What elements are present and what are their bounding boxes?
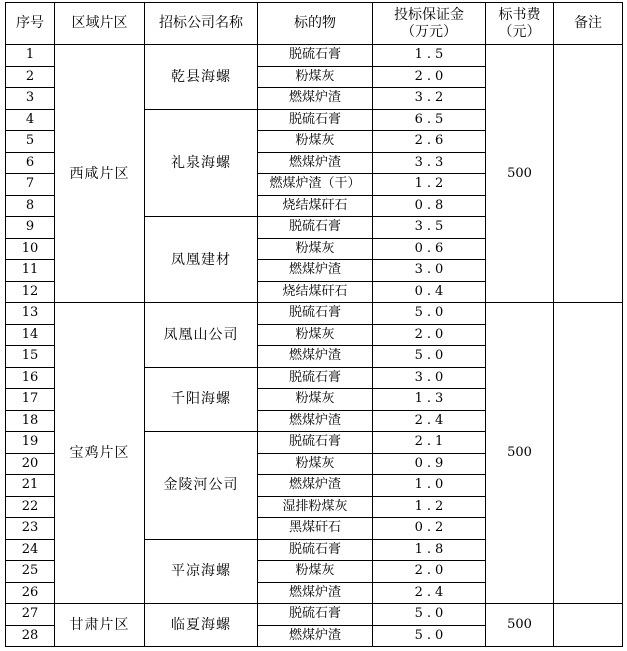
fee-cell: 500: [486, 604, 554, 647]
seq-cell: 18: [6, 410, 55, 432]
header-deposit-line2: （万元）: [401, 23, 457, 40]
seq-cell: 12: [6, 281, 55, 303]
header-area: 区域片区: [55, 3, 145, 45]
deposit-cell: 3.0: [373, 367, 486, 389]
company-cell: 凤凰山公司: [145, 303, 258, 368]
item-cell: 脱硫石膏: [258, 604, 373, 626]
company-cell: 平凉海螺: [145, 539, 258, 604]
deposit-cell: 2.6: [373, 131, 486, 153]
item-cell: 脱硫石膏: [258, 539, 373, 561]
deposit-cell: 6.5: [373, 109, 486, 131]
item-cell: 燃煤炉渣: [258, 475, 373, 497]
item-cell: 燃煤炉渣: [258, 346, 373, 368]
header-deposit-line1: 投标保证金: [394, 6, 464, 23]
seq-cell: 8: [6, 195, 55, 217]
deposit-cell: 0.2: [373, 518, 486, 540]
seq-cell: 3: [6, 88, 55, 110]
seq-cell: 9: [6, 217, 55, 239]
company-cell: 千阳海螺: [145, 367, 258, 432]
seq-cell: 4: [6, 109, 55, 131]
item-cell: 燃煤炉渣: [258, 152, 373, 174]
item-cell: 脱硫石膏: [258, 217, 373, 239]
company-cell: 临夏海螺: [145, 604, 258, 647]
seq-cell: 24: [6, 539, 55, 561]
seq-cell: 7: [6, 174, 55, 196]
table-row: [6, 45, 623, 67]
seq-cell: 26: [6, 582, 55, 604]
item-cell: 粉煤灰: [258, 453, 373, 475]
area-cell: 宝鸡片区: [55, 303, 145, 604]
seq-cell: 16: [6, 367, 55, 389]
deposit-cell: 1.2: [373, 174, 486, 196]
header-fee-line2: （元）: [498, 23, 541, 40]
area-cell: 甘肃片区: [55, 604, 145, 647]
remark-cell: [554, 303, 623, 604]
seq-cell: 22: [6, 496, 55, 518]
seq-cell: 28: [6, 625, 55, 647]
deposit-cell: 5.0: [373, 604, 486, 626]
item-cell: 烧结煤矸石: [258, 281, 373, 303]
header-seq: 序号: [6, 3, 55, 45]
deposit-cell: 5.0: [373, 346, 486, 368]
deposit-cell: 0.8: [373, 195, 486, 217]
item-cell: 烧结煤矸石: [258, 195, 373, 217]
seq-cell: 21: [6, 475, 55, 497]
deposit-cell: 2.1: [373, 432, 486, 454]
seq-cell: 5: [6, 131, 55, 153]
deposit-cell: 1.3: [373, 389, 486, 411]
item-cell: 脱硫石膏: [258, 109, 373, 131]
seq-cell: 1: [6, 45, 55, 67]
remark-cell: [554, 45, 623, 303]
company-cell: 礼泉海螺: [145, 109, 258, 217]
header-row: [6, 3, 623, 45]
deposit-cell: 0.4: [373, 281, 486, 303]
seq-cell: 19: [6, 432, 55, 454]
item-cell: 粉煤灰: [258, 66, 373, 88]
company-cell: 乾县海螺: [145, 45, 258, 110]
item-cell: 脱硫石膏: [258, 303, 373, 325]
deposit-cell: 1.8: [373, 539, 486, 561]
item-cell: 脱硫石膏: [258, 45, 373, 67]
deposit-cell: 5.0: [373, 625, 486, 647]
header-remark: 备注: [554, 3, 623, 45]
deposit-cell: 0.6: [373, 238, 486, 260]
deposit-cell: 2.4: [373, 410, 486, 432]
deposit-cell: 0.9: [373, 453, 486, 475]
table-row: [6, 303, 623, 325]
seq-cell: 20: [6, 453, 55, 475]
seq-cell: 15: [6, 346, 55, 368]
seq-cell: 6: [6, 152, 55, 174]
deposit-cell: 3.3: [373, 152, 486, 174]
fee-cell: 500: [486, 45, 554, 303]
seq-cell: 2: [6, 66, 55, 88]
item-cell: 燃煤炉渣: [258, 625, 373, 647]
item-cell: 粉煤灰: [258, 561, 373, 583]
header-item: 标的物: [258, 3, 373, 45]
item-cell: 燃煤炉渣: [258, 88, 373, 110]
item-cell: 燃煤炉渣: [258, 260, 373, 282]
table-row: [6, 604, 623, 626]
item-cell: 燃煤炉渣: [258, 582, 373, 604]
fee-cell: 500: [486, 303, 554, 604]
area-cell: 西咸片区: [55, 45, 145, 303]
seq-cell: 14: [6, 324, 55, 346]
item-cell: 粉煤灰: [258, 238, 373, 260]
seq-cell: 17: [6, 389, 55, 411]
item-cell: 燃煤炉渣: [258, 410, 373, 432]
seq-cell: 13: [6, 303, 55, 325]
deposit-cell: 3.2: [373, 88, 486, 110]
header-deposit: [373, 3, 486, 45]
item-cell: 脱硫石膏: [258, 367, 373, 389]
deposit-cell: 3.5: [373, 217, 486, 239]
company-cell: 凤凰建材: [145, 217, 258, 303]
seq-cell: 27: [6, 604, 55, 626]
deposit-cell: 1.0: [373, 475, 486, 497]
deposit-cell: 2.0: [373, 66, 486, 88]
company-cell: 金陵河公司: [145, 432, 258, 540]
seq-cell: 25: [6, 561, 55, 583]
seq-cell: 23: [6, 518, 55, 540]
item-cell: 燃煤炉渣（干）: [258, 174, 373, 196]
deposit-cell: 1.2: [373, 496, 486, 518]
deposit-cell: 2.0: [373, 324, 486, 346]
bid-table: [5, 2, 623, 647]
deposit-cell: 2.4: [373, 582, 486, 604]
item-cell: 黑煤矸石: [258, 518, 373, 540]
item-cell: 湿排粉煤灰: [258, 496, 373, 518]
deposit-cell: 5.0: [373, 303, 486, 325]
deposit-cell: 2.0: [373, 561, 486, 583]
item-cell: 粉煤灰: [258, 131, 373, 153]
header-fee: [486, 3, 554, 45]
deposit-cell: 1.5: [373, 45, 486, 67]
seq-cell: 10: [6, 238, 55, 260]
remark-cell: [554, 604, 623, 647]
header-company: 招标公司名称: [145, 3, 258, 45]
item-cell: 粉煤灰: [258, 389, 373, 411]
item-cell: 粉煤灰: [258, 324, 373, 346]
seq-cell: 11: [6, 260, 55, 282]
table-body: [6, 45, 623, 647]
item-cell: 脱硫石膏: [258, 432, 373, 454]
header-fee-line1: 标书费: [498, 6, 541, 23]
deposit-cell: 3.0: [373, 260, 486, 282]
